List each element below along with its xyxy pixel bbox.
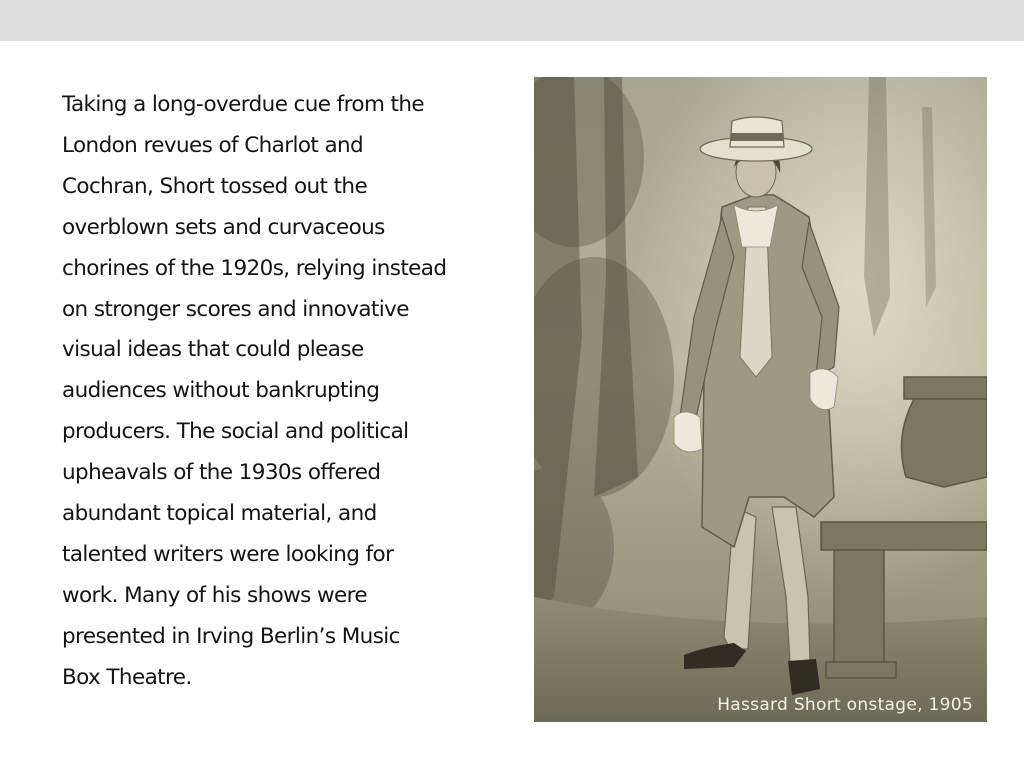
- slide-header-bar: [0, 0, 1024, 41]
- body-text-line: upheavals of the 1930s offered: [62, 460, 381, 486]
- body-text-line: abundant topical material, and: [62, 501, 377, 527]
- body-text-line: London revues of Charlot and: [62, 132, 364, 158]
- slide-body-text: [62, 85, 524, 699]
- body-text-line: Cochran, Short tossed out the: [62, 173, 368, 199]
- body-text-line: producers. The social and political: [62, 419, 409, 445]
- photo-caption: Hassard Short onstage, 1905: [717, 695, 973, 715]
- body-text-line: Box Theatre.: [62, 664, 192, 690]
- body-text-line: talented writers were looking for: [62, 541, 394, 567]
- portrait-illustration: [534, 77, 987, 722]
- portrait-photo: [534, 77, 987, 722]
- body-text-line: audiences without bankrupting: [62, 378, 380, 404]
- body-text-line: Taking a long-overdue cue from the: [62, 92, 425, 117]
- body-text-line: on stronger scores and innovative: [62, 296, 409, 322]
- body-text-line: chorines of the 1920s, relying instead: [62, 255, 447, 281]
- body-text-line: work. Many of his shows were: [62, 582, 368, 608]
- body-text-line: overblown sets and curvaceous: [62, 214, 385, 240]
- body-text-line: visual ideas that could please: [62, 337, 364, 363]
- body-text-line: presented in Irving Berlin’s Music: [62, 623, 400, 649]
